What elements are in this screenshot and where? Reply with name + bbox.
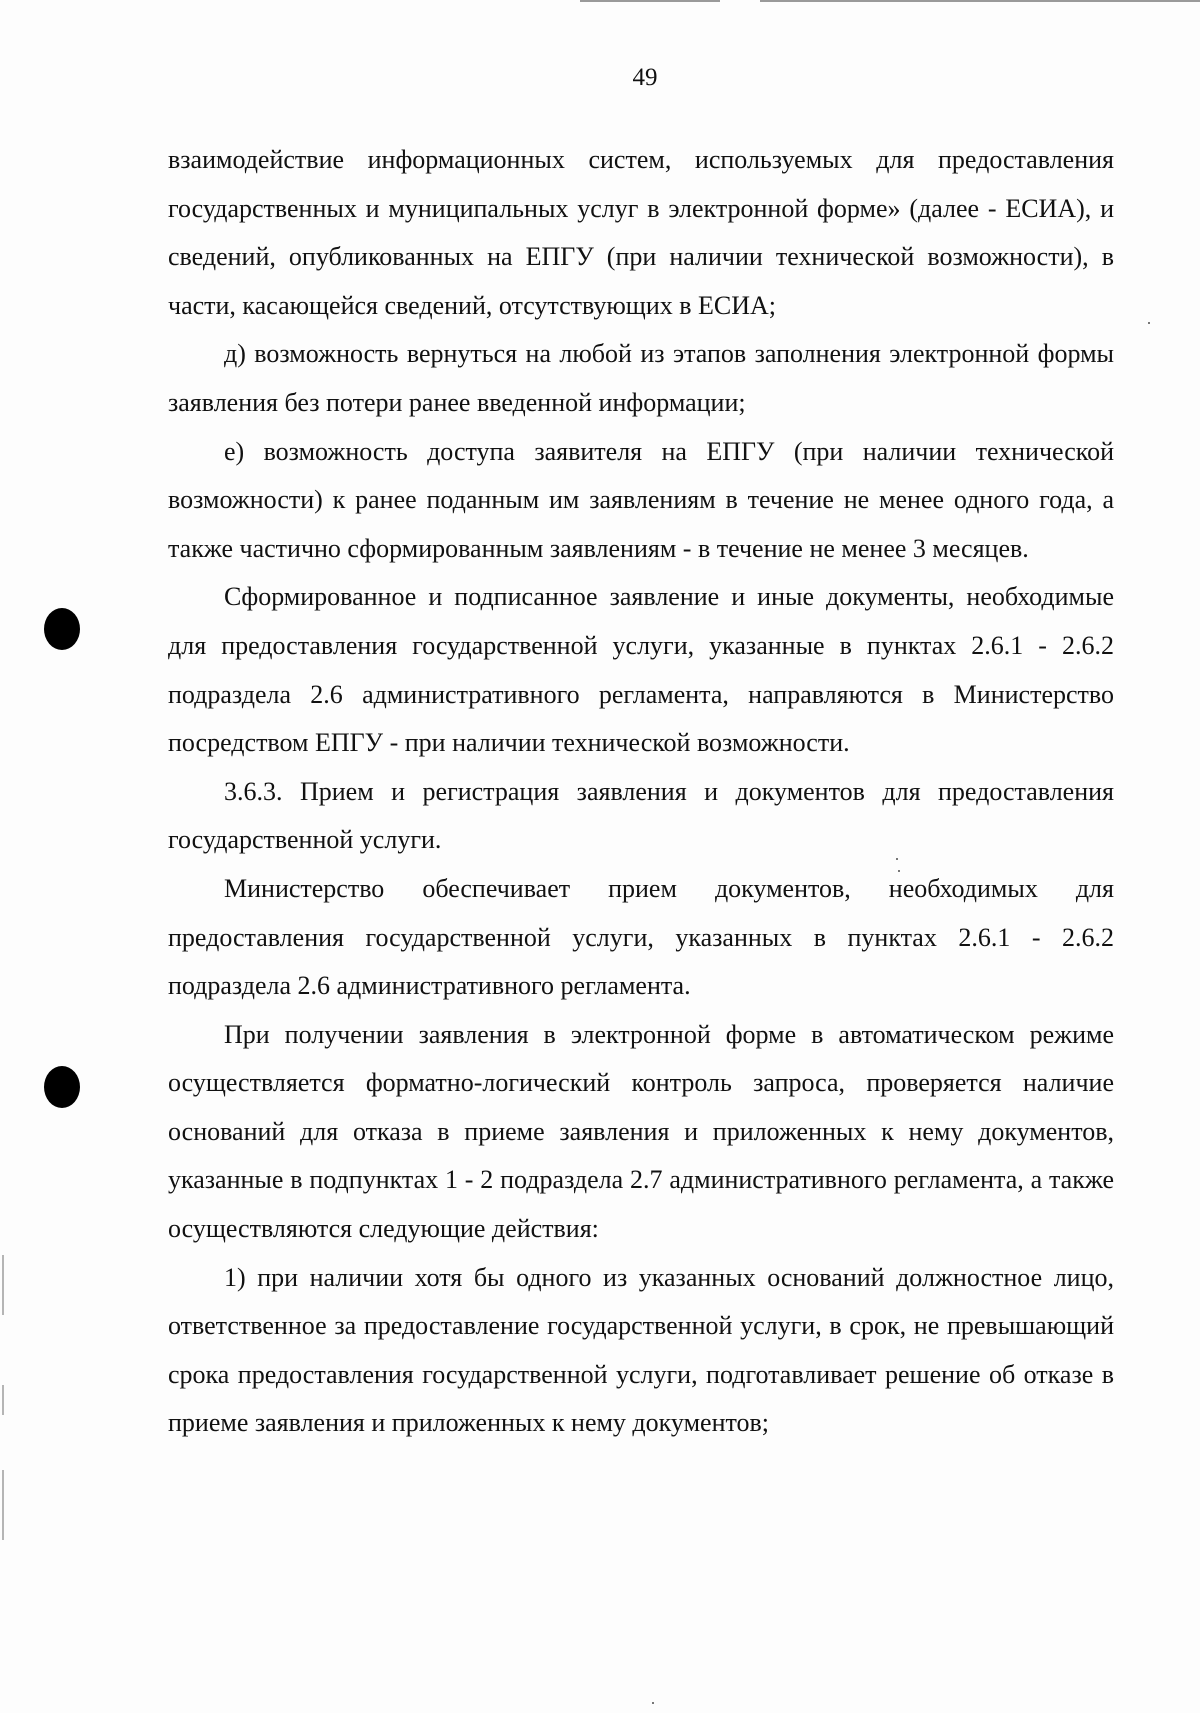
paragraph-item-d: д) возможность вернуться на любой из этапов заполнения электронной формы заявления без потери ранее введенной информации; bbox=[168, 339, 1114, 417]
scan-speck bbox=[898, 870, 900, 872]
punch-hole bbox=[44, 608, 80, 650]
paragraph-submission: Сформированное и подписанное заявление и иные документы, необходимые для предоставления государственной услуги, указанные в пунктах 2.6.1 - 2.6.2 подраздела 2.6 административного регламента, направляются в Министерство посредством ЕПГУ - при наличии технической возможности. bbox=[168, 582, 1114, 758]
paragraph-electronic-receipt: При получении заявления в электронной форме в автоматическом режиме осуществляется форматно-логический контроль запроса, проверяется наличие оснований для отказа в приеме заявления и приложенных к нему документов, указанные в подпунктах 1 - 2 подраздела 2.7 административного регламента, а также осуществляются следующие действия: bbox=[168, 1019, 1114, 1244]
paragraph-item-1: 1) при наличии хотя бы одного из указанных оснований должностное лицо, ответственное за предоставление государственной услуги, в срок, не превышающий срока предоставления государственной услуги, подготавливает решение об отказе в приеме заявления и приложенных к нему документов; bbox=[168, 1262, 1114, 1438]
scan-speck bbox=[652, 1702, 654, 1704]
scan-speck bbox=[1148, 322, 1150, 324]
top-scan-line bbox=[580, 0, 720, 2]
body-text bbox=[168, 136, 1114, 1448]
scan-speck bbox=[896, 858, 898, 860]
scan-edge-mark bbox=[2, 1470, 4, 1540]
paragraph-continuation: взаимодействие информационных систем, используемых для предоставления государственных и муниципальных услуг в электронной форме» (далее - ЕСИА), и сведений, опубликованных на ЕПГУ (при наличии технической возможности), в части, касающейся сведений, отсутствующих в ЕСИА; bbox=[168, 145, 1114, 320]
scan-edge-mark bbox=[2, 1385, 4, 1415]
paragraph-ministry: Министерство обеспечивает прием документов, необходимых для предоставления государственной услуги, указанных в пунктах 2.6.1 - 2.6.2 подраздела 2.6 административного регламента. bbox=[168, 873, 1114, 1001]
section-heading-3-6-3: 3.6.3. Прием и регистрация заявления и документов для предоставления государственной услуги. bbox=[168, 776, 1114, 855]
paragraph-item-e: е) возможность доступа заявителя на ЕПГУ (при наличии технической возможности) к ранее поданным им заявлениям в течение не менее одного года, а также частично сформированным заявлениям - в течение не менее 3 месяцев. bbox=[168, 436, 1114, 563]
page-number: 49 bbox=[632, 64, 658, 91]
punch-hole bbox=[44, 1066, 80, 1108]
scan-edge-mark bbox=[2, 1255, 4, 1315]
top-scan-line bbox=[760, 0, 1200, 2]
